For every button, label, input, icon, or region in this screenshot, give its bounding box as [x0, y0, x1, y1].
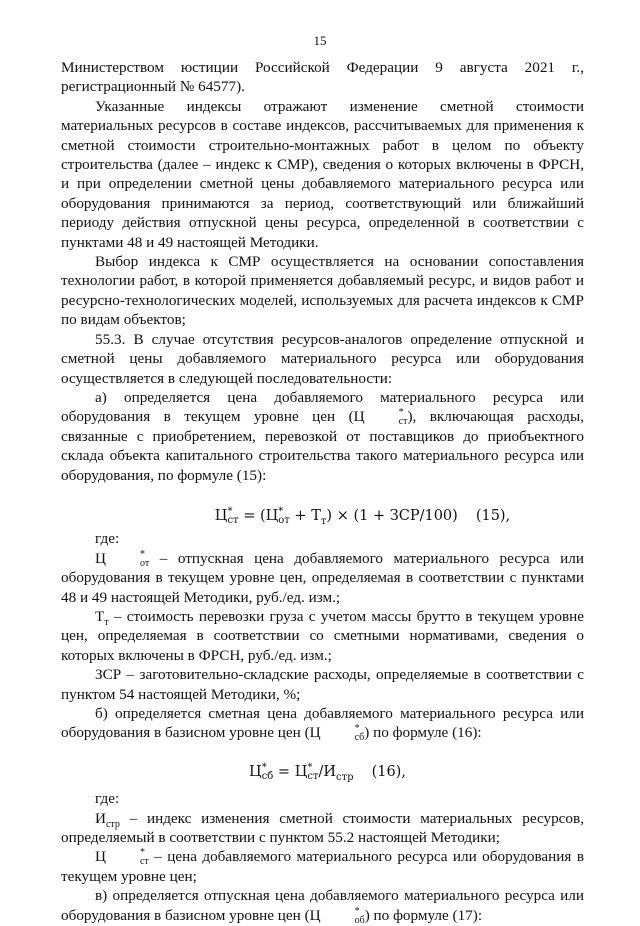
- paragraph-text: ) по формуле (16):: [364, 724, 482, 742]
- superscript: *: [139, 548, 145, 560]
- subscript: сб: [261, 770, 274, 782]
- paragraph-text: б) определяется сметная цена добавляемого материального ресурса или оборудования в базисном уровне цен (Ц: [61, 705, 584, 742]
- superscript: *: [261, 761, 267, 773]
- subscript: об: [354, 914, 365, 926]
- formula-symbol: Ц: [249, 763, 262, 780]
- paragraph-index-choice: [61, 252, 584, 330]
- definition-cst: [61, 847, 584, 886]
- superscript: *: [354, 905, 360, 917]
- symbol-sup-sub: [321, 907, 365, 925]
- formula-text: + Т: [289, 507, 321, 524]
- definition-tt: [61, 607, 584, 665]
- definition-symbol: И: [95, 809, 106, 827]
- definition-istr: [61, 809, 584, 848]
- definition-zsr: [61, 665, 584, 704]
- symbol-sup-sub: [307, 763, 318, 781]
- formula-16: [61, 763, 584, 782]
- symbol-sup-sub: [227, 507, 238, 525]
- definition-text: – цена добавляемого материального ресурса или оборудования в текущем уровне цен;: [61, 848, 584, 885]
- paragraph-text: 55.3. В случае отсутствия ресурсов-аналогов определение отпускной и сметной цены добавляемого материального ресурса или оборудования осуществляется в следующей последовательности:: [61, 330, 584, 387]
- superscript: *: [278, 505, 284, 517]
- subscript: т: [104, 617, 109, 628]
- superscript: *: [227, 505, 233, 517]
- subscript: стр: [336, 771, 354, 783]
- subscript: т: [320, 515, 327, 527]
- paragraph-55-3: [61, 330, 584, 388]
- paragraph-text: а) определяется цена добавляемого материального ресурса или оборудования в текущем уровне цен (Ц: [61, 388, 584, 426]
- symbol-sup-sub: [321, 724, 365, 742]
- symbol-sup-sub: [106, 550, 149, 568]
- paragraph-item-a: [61, 388, 584, 485]
- formula-text: /И: [318, 763, 337, 780]
- subscript: ст: [398, 416, 408, 428]
- paragraph-text: в) определяется отпускная цена добавляемого материального ресурса или оборудования в базисном уровне цен (Ц: [61, 887, 584, 924]
- paragraph-continuation: [61, 58, 584, 97]
- superscript: *: [139, 847, 145, 859]
- superscript: *: [398, 407, 404, 419]
- definition-text: – индекс изменения сметной стоимости материальных ресурсов, определяемый в соответствии с пунктом 55.2 настоящей Методики;: [61, 809, 584, 847]
- paragraph-item-v: [61, 886, 584, 925]
- paragraph-text: Указанные индексы отражают изменение сметной стоимости материальных ресурсов в составе индексов, рассчитываемых для применения к сметной стоимости строительно-монтажных работ в целом по объекту строительства (далее – индекс к СМР), сведения о которых включены в ФРСН, и при определении сметной цены добавляемого материального ресурса или оборудования принимаются за период, соответствующий или ближайший периоду действия отпускной цены ресурса, определенной в соответствии с пунктами 48 и 49 настоящей Методики.: [61, 97, 584, 251]
- subscript: от: [278, 514, 290, 526]
- subscript: стр: [105, 818, 120, 830]
- subscript: ст: [227, 514, 239, 526]
- where-label: где:: [95, 790, 120, 808]
- formula-number: (16),: [371, 763, 406, 780]
- subscript: от: [139, 557, 150, 569]
- paragraph-text: ), включающая расходы, связанные с приобретением, перевозкой от поставщиков до приобъектного склада объекта капитального строительства такого материального ресурса или оборудования, по формуле (15):: [61, 408, 584, 484]
- document-body: [61, 58, 584, 925]
- symbol-sup-sub: [262, 763, 274, 781]
- definition-text: ЗСР – заготовительно-складские расходы, определяемые в соответствии с пунктом 54 настоящей Методики, %;: [61, 666, 584, 703]
- superscript: *: [354, 723, 360, 735]
- symbol-sup-sub: [278, 507, 290, 525]
- definition-symbol: Т: [95, 607, 105, 625]
- definition-text: – стоимость перевозки груза с учетом массы брутто в текущем уровне цен, определяемая в соответствии со сметными нормативами, сведения о которых включены в ФРСН, руб./ед. изм.;: [61, 607, 584, 664]
- formula-text: = Ц: [273, 763, 308, 780]
- definition-symbol: Ц: [95, 848, 106, 866]
- paragraph-text: Министерством юстиции Российской Федерации 9 августа 2021 г., регистрационный № 64577).: [61, 59, 584, 96]
- page-number: 15: [313, 33, 327, 48]
- superscript: *: [307, 761, 313, 773]
- paragraph-indices: [61, 97, 584, 252]
- where-label: где:: [95, 530, 120, 548]
- definition-cot: [61, 549, 584, 607]
- definition-text: – отпускная цена добавляемого материального ресурса или оборудования в текущем уровне цен, определяемая в соответствии с пунктами 48 и 49 настоящей Методики, руб./ед. изм.;: [61, 549, 584, 606]
- formula-number: (15),: [475, 507, 511, 524]
- formula-symbol: Ц: [214, 507, 228, 524]
- symbol-sup-sub: [365, 408, 408, 426]
- formula-15: [61, 507, 584, 526]
- formula-text: = (Ц: [238, 507, 279, 524]
- formula-text: ) × (1 + ЗСР/100): [326, 507, 458, 524]
- symbol-sup-sub: [106, 848, 149, 866]
- paragraph-item-b: [61, 704, 584, 743]
- definition-symbol: Ц: [95, 549, 106, 567]
- subscript: ст: [139, 856, 149, 868]
- subscript: сб: [354, 732, 365, 744]
- paragraph-text: Выбор индекса к СМР осуществляется на основании сопоставления технологии работ, в которой применяется добавляемый ресурс, и видов работ и ресурсно-технологических моделей, используемых для расчета индексов к СМР по видам объектов;: [61, 253, 584, 329]
- paragraph-text: ) по формуле (17):: [364, 906, 483, 924]
- subscript: ст: [307, 770, 319, 782]
